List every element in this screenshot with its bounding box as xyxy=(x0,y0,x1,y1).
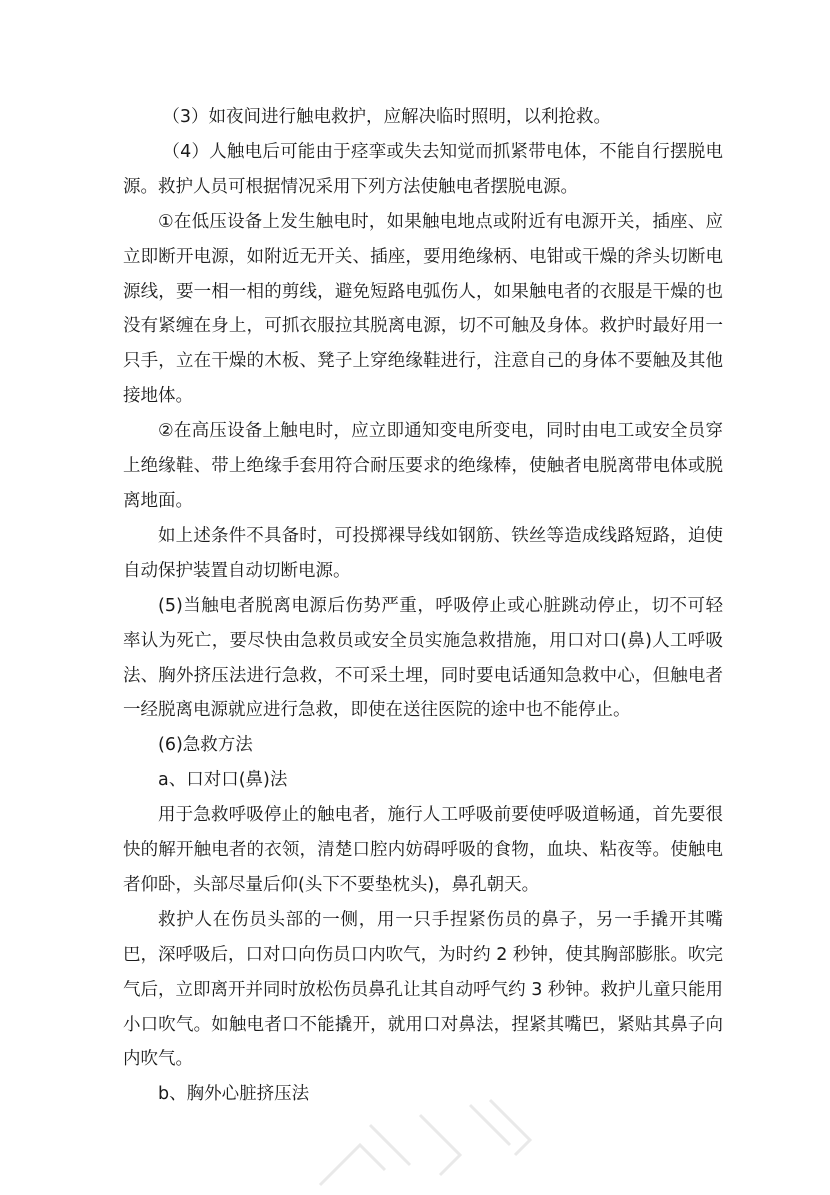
paragraph-short-circuit: 如上述条件不具备时，可投掷裸导线如钢筋、铁丝等造成线路短路，迫使自动保护装置自动切断电源。 xyxy=(123,525,723,581)
heading-chest-compression: b、胸外心脏挤压法 xyxy=(158,1084,310,1105)
paragraph-rescue-breathing: 救护人在伤员头部的一侧，用一只手捏紧伤员的鼻子，另一手撬开其嘴巴，深呼吸后，口对口向伤员口内吹气，为时约 2 秒钟，使其胸部膨胀。吹完气后，立即离开并同时放松伤员鼻孔让其自动呼气约 3 秒钟。救护儿童只能用小口吹气。如触电者口不能撬开，就用口对鼻法，捏紧其嘴巴，紧贴其鼻子向内吹气。 xyxy=(123,909,723,1070)
paragraph-break-free: （4）人触电后可能由于痉挛或失去知觉而抓紧带电体，不能自行摆脱电源。救护人员可根据情况采用下列方法使触电者摆脱电源。 xyxy=(123,141,723,197)
paragraph-low-voltage: ①在低压设备上发生触电时，如果触电地点或附近有电源开关，插座、应立即断开电源，如附近无开关、插座，要用绝缘柄、电钳或干燥的斧头切断电源线，要一相一相的剪线，避免短路电弧伤人，如果触电者的衣服是干燥的也没有紧缠在身上，可抓衣服拉其脱离电源，切不可触及身体。救护时最好用一只手，立在干燥的木板、凳子上穿绝缘鞋进行，注意自己的身体不要触及其他接地体。 xyxy=(123,211,723,407)
paragraph-severe-injury: (5)当触电者脱离电源后伤势严重，呼吸停止或心脏跳动停止，切不可轻率认为死亡，要尽快由急救员或安全员实施急救措施，用口对口(鼻)人工呼吸法、胸外挤压法进行急救，不可采土埋，同时要电话通知急救中心，但触电者一经脱离电源就应进行急救，即使在送往医院的途中也不能停止。 xyxy=(123,595,723,721)
paragraph-night-lighting: （3）如夜间进行触电救护，应解决临时照明，以利抢救。 xyxy=(162,107,612,127)
heading-first-aid-methods: (6)急救方法 xyxy=(158,735,253,756)
paragraph-airway: 用于急救呼吸停止的触电者，施行人工呼吸前要使呼吸道畅通，首先要很快的解开触电者的衣领，清楚口腔内妨碍呼吸的食物，血块、粘夜等。使触电者仰卧，头部尽量后仰(头下不要垫枕头)，鼻孔朝天。 xyxy=(123,805,723,895)
document-body xyxy=(123,100,723,1112)
heading-mouth-to-mouth: a、口对口(鼻)法 xyxy=(158,770,288,791)
paragraph-high-voltage: ②在高压设备上触电时，应立即通知变电所变电，同时由电工或安全员穿上绝缘鞋、带上绝缘手套用符合耐压要求的绝缘棒，使触者电脱离带电体或脱离地面。 xyxy=(123,421,723,511)
